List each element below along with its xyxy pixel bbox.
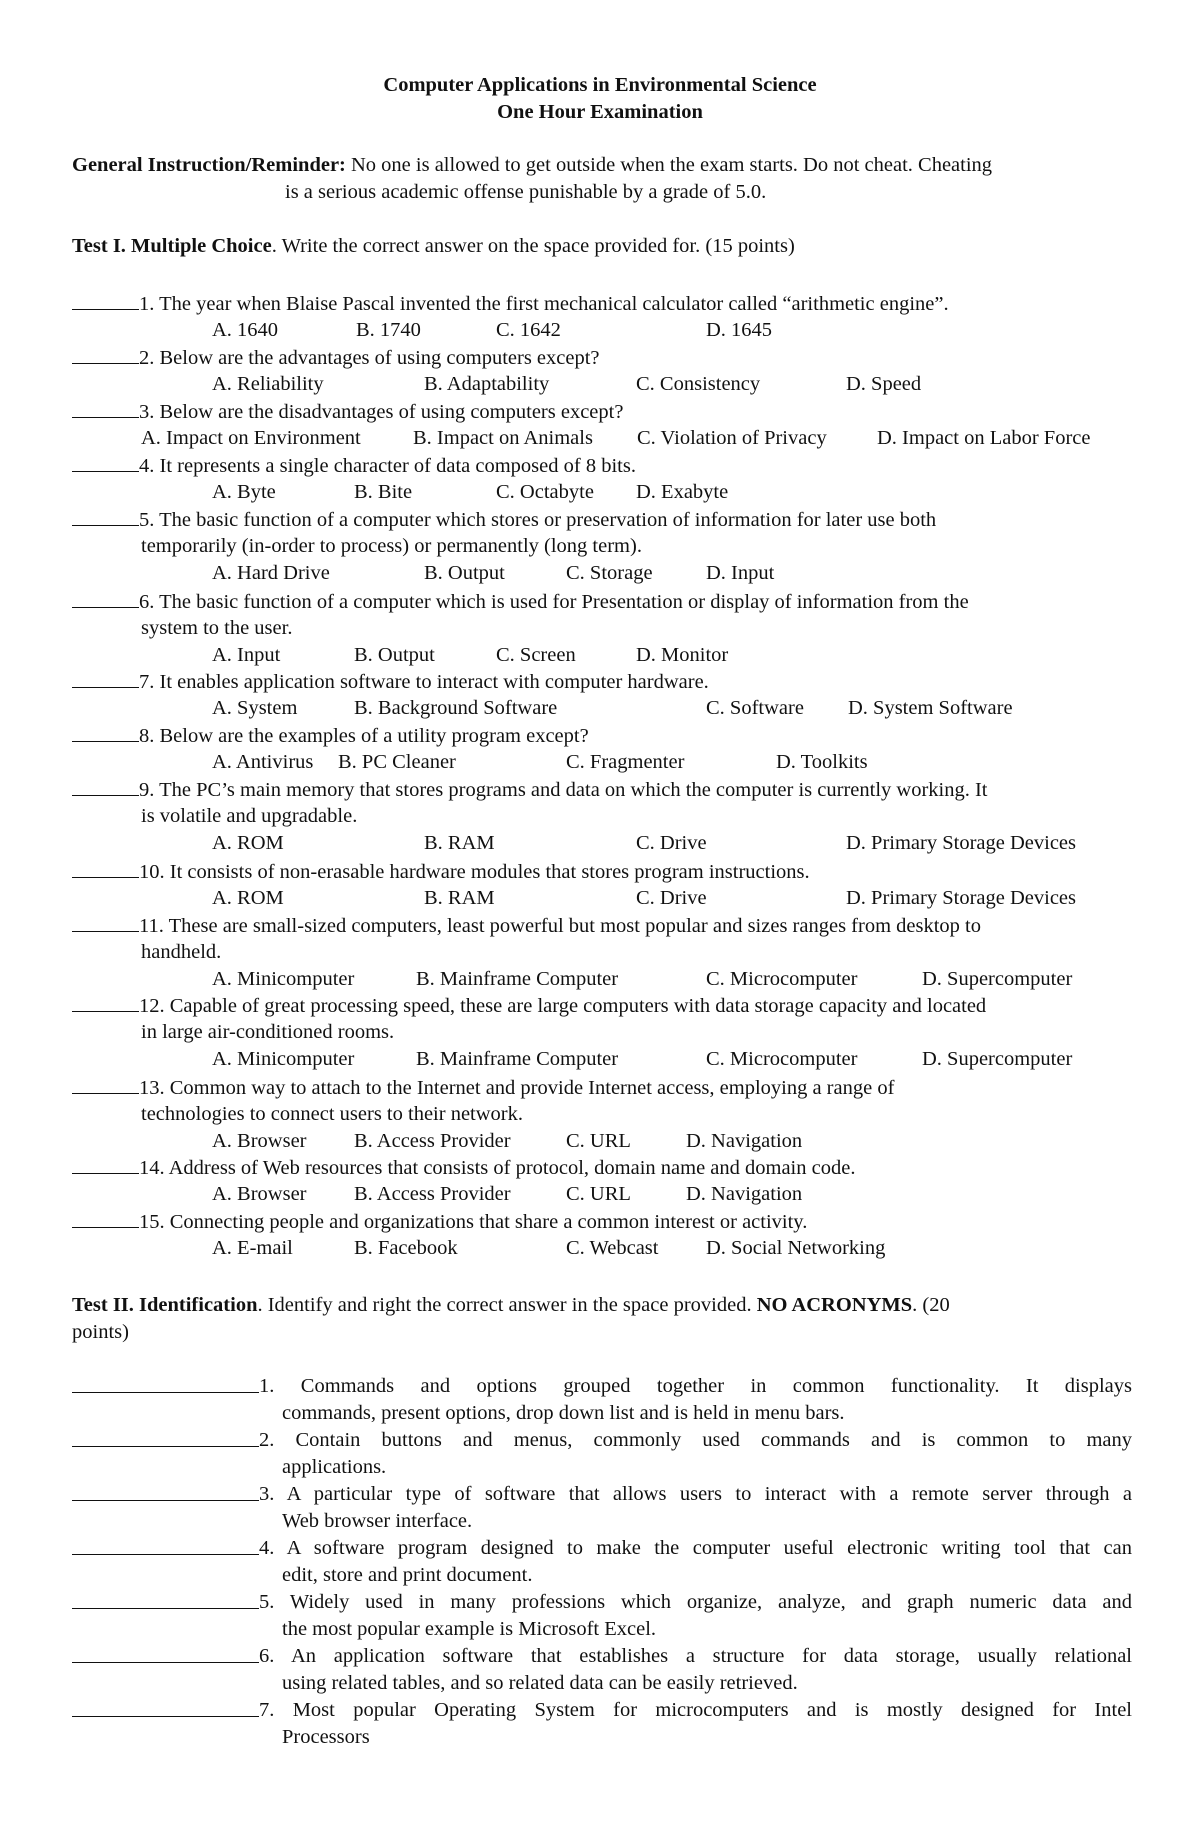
choice-b: B. Adaptability	[424, 373, 550, 395]
question-text: 9. The PC’s main memory that stores programs and data on which the computer is currently working. It	[139, 779, 988, 801]
choice-c: C. Violation of Privacy	[637, 427, 827, 449]
answer-blank[interactable]	[72, 668, 139, 688]
test1-title: Test I. Multiple Choice	[72, 235, 272, 257]
test2-title: Test II. Identification	[72, 1294, 258, 1316]
identification-text-cont: using related tables, and so related data can be easily retrieved.	[282, 1672, 798, 1694]
choice-d: D. Primary Storage Devices	[846, 832, 1076, 854]
question-1	[72, 290, 1132, 318]
answer-blank[interactable]	[72, 722, 139, 742]
answer-blank[interactable]	[72, 398, 139, 418]
choice-row	[0, 317, 1200, 344]
choice-a: A. Hard Drive	[212, 562, 330, 584]
question-text: 5. The basic function of a computer which stores or preservation of information for later use both	[139, 509, 937, 531]
answer-blank[interactable]	[72, 1535, 259, 1555]
question-text: 8. Below are the examples of a utility program except?	[139, 725, 589, 747]
choice-a: A. Impact on Environment	[141, 427, 361, 449]
choice-b: B. RAM	[424, 832, 495, 854]
answer-blank[interactable]	[72, 1589, 259, 1609]
test2-instruction: . Identify and right the correct answer in the space provided.	[257, 1294, 757, 1316]
question-text: 11. These are small-sized computers, least powerful but most popular and sizes ranges from desktop to	[139, 915, 981, 937]
question-5	[72, 506, 1132, 534]
answer-blank[interactable]	[72, 344, 139, 364]
choice-row	[0, 1128, 1200, 1155]
choice-c: C. URL	[566, 1130, 631, 1152]
choice-b: B. Facebook	[354, 1237, 458, 1259]
choice-b: B. PC Cleaner	[338, 751, 456, 773]
choice-c: C. URL	[566, 1183, 631, 1205]
choice-b: B. RAM	[424, 887, 495, 909]
question-text: 4. It represents a single character of data composed of 8 bits.	[139, 455, 636, 477]
choice-a: A. 1640	[212, 319, 279, 341]
identification-item-2	[72, 1427, 1132, 1481]
choice-row	[0, 560, 1200, 587]
choice-b: B. Mainframe Computer	[416, 968, 619, 990]
question-text-cont: handheld.	[141, 941, 222, 963]
instruction-line2: is a serious academic offense punishable by a grade of 5.0.	[285, 181, 767, 203]
choice-d: D. Primary Storage Devices	[846, 887, 1076, 909]
choice-row	[0, 966, 1200, 993]
exam-title: Computer Applications in Environmental Science	[383, 74, 817, 96]
identification-item-7	[72, 1697, 1132, 1751]
question-text-cont: temporarily (in-order to process) or permanently (long term).	[141, 535, 642, 557]
question-13	[72, 1074, 1132, 1102]
choice-a: A. Minicomputer	[212, 968, 355, 990]
identification-item-4	[72, 1535, 1132, 1589]
choice-a: A. Antivirus	[212, 751, 314, 773]
choice-b: B. Impact on Animals	[413, 427, 593, 449]
choice-row	[0, 642, 1200, 669]
choice-b: B. Background Software	[354, 697, 558, 719]
question-6	[72, 588, 1132, 616]
identification-text: 5. Widely used in many professions which organize, analyze, and graph numeric data and	[259, 1591, 1132, 1613]
choice-row	[0, 1235, 1200, 1262]
question-11	[72, 912, 1132, 940]
answer-blank[interactable]	[72, 1373, 259, 1393]
choice-d: D. Navigation	[686, 1183, 803, 1205]
choice-row	[0, 479, 1200, 506]
choice-d: D. 1645	[706, 319, 773, 341]
choice-row	[0, 695, 1200, 722]
choice-c: C. Microcomputer	[706, 1048, 858, 1070]
test1-instruction: . Write the correct answer on the space provided for. (15 points)	[271, 235, 795, 257]
choice-a: A. ROM	[212, 832, 284, 854]
question-7	[72, 668, 1132, 696]
identification-text: 1. Commands and options grouped together in common functionality. It displays	[259, 1375, 1132, 1397]
question-text: 12. Capable of great processing speed, these are large computers with data storage capacity and located	[139, 995, 987, 1017]
choice-d: D. System Software	[848, 697, 1013, 719]
choice-row	[0, 425, 1200, 452]
choice-a: A. Input	[212, 644, 281, 666]
choice-d: D. Supercomputer	[922, 1048, 1073, 1070]
choice-d: D. Speed	[846, 373, 922, 395]
test2-heading	[72, 1292, 1132, 1346]
answer-blank[interactable]	[72, 1208, 139, 1228]
choice-row	[0, 885, 1200, 912]
question-text-cont: technologies to connect users to their network.	[141, 1103, 523, 1125]
question-text: 14. Address of Web resources that consists of protocol, domain name and domain code.	[139, 1157, 856, 1179]
identification-text: 6. An application software that establishes a structure for data storage, usually relational	[259, 1645, 1132, 1667]
identification-text-cont: commands, present options, drop down list and is held in menu bars.	[282, 1402, 845, 1424]
question-4	[72, 452, 1132, 480]
answer-blank[interactable]	[72, 912, 139, 932]
identification-text-cont: edit, store and print document.	[282, 1564, 533, 1586]
choice-row	[0, 371, 1200, 398]
choice-d: D. Exabyte	[636, 481, 729, 503]
choice-c: C. Drive	[636, 832, 707, 854]
identification-text: 4. A software program designed to make the computer useful electronic writing tool that can	[259, 1537, 1132, 1559]
choice-b: B. 1740	[356, 319, 421, 341]
choice-c: C. Octabyte	[496, 481, 594, 503]
answer-blank[interactable]	[72, 1427, 259, 1447]
choice-a: A. Browser	[212, 1183, 307, 1205]
choice-c: C. Fragmenter	[566, 751, 685, 773]
choice-d: D. Social Networking	[706, 1237, 886, 1259]
instruction-line1: No one is allowed to get outside when the exam starts. Do not cheat. Cheating	[345, 154, 993, 176]
choice-d: D. Supercomputer	[922, 968, 1073, 990]
answer-blank[interactable]	[72, 1697, 259, 1717]
choice-d: D. Impact on Labor Force	[877, 427, 1091, 449]
choice-row	[0, 1181, 1200, 1208]
answer-blank[interactable]	[72, 452, 139, 472]
test1-heading	[72, 233, 1132, 260]
test2-points: . (20	[912, 1294, 950, 1316]
identification-item-5	[72, 1589, 1132, 1643]
choice-d: D. Toolkits	[776, 751, 868, 773]
choice-a: A. Minicomputer	[212, 1048, 355, 1070]
identification-text: 7. Most popular Operating System for microcomputers and is mostly designed for Intel	[259, 1699, 1132, 1721]
choice-a: A. Byte	[212, 481, 276, 503]
choice-b: B. Output	[424, 562, 505, 584]
choice-a: A. Browser	[212, 1130, 307, 1152]
answer-blank[interactable]	[72, 992, 139, 1012]
question-14	[72, 1154, 1132, 1182]
question-text: 7. It enables application software to interact with computer hardware.	[139, 671, 709, 693]
answer-blank[interactable]	[72, 506, 139, 526]
choice-c: C. Storage	[566, 562, 653, 584]
choice-c: C. Consistency	[636, 373, 761, 395]
identification-item-1	[72, 1373, 1132, 1427]
choice-b: B. Bite	[354, 481, 413, 503]
choice-d: D. Navigation	[686, 1130, 803, 1152]
answer-blank[interactable]	[72, 1481, 259, 1501]
choice-d: D. Monitor	[636, 644, 729, 666]
question-text-cont: is volatile and upgradable.	[141, 805, 358, 827]
answer-blank[interactable]	[72, 290, 139, 310]
question-text: 13. Common way to attach to the Internet and provide Internet access, employing a range of	[139, 1077, 895, 1099]
no-acronyms-note: NO ACRONYMS	[756, 1294, 913, 1316]
choice-c: C. 1642	[496, 319, 561, 341]
question-8	[72, 722, 1132, 750]
choice-b: B. Mainframe Computer	[416, 1048, 619, 1070]
test2-points-cont: points)	[72, 1321, 129, 1343]
choice-c: C. Microcomputer	[706, 968, 858, 990]
choice-row	[0, 749, 1200, 776]
choice-d: D. Input	[706, 562, 775, 584]
question-text-cont: in large air-conditioned rooms.	[141, 1021, 395, 1043]
question-text: 15. Connecting people and organizations that share a common interest or activity.	[139, 1211, 808, 1233]
identification-text-cont: the most popular example is Microsoft Excel.	[282, 1618, 657, 1640]
answer-blank[interactable]	[72, 588, 139, 608]
question-9	[72, 776, 1132, 804]
choice-c: C. Software	[706, 697, 804, 719]
answer-blank[interactable]	[72, 776, 139, 796]
general-instruction	[72, 152, 1132, 206]
question-2	[72, 344, 1132, 372]
identification-item-3	[72, 1481, 1132, 1535]
question-text: 3. Below are the disadvantages of using computers except?	[139, 401, 624, 423]
choice-b: B. Access Provider	[354, 1130, 511, 1152]
identification-text-cont: applications.	[282, 1456, 387, 1478]
question-15	[72, 1208, 1132, 1236]
choice-b: B. Access Provider	[354, 1183, 511, 1205]
question-12	[72, 992, 1132, 1020]
answer-blank[interactable]	[72, 1074, 139, 1094]
choice-c: C. Webcast	[566, 1237, 659, 1259]
answer-blank[interactable]	[72, 858, 139, 878]
question-3	[72, 398, 1132, 426]
question-text: 2. Below are the advantages of using computers except?	[139, 347, 600, 369]
question-text: 6. The basic function of a computer which is used for Presentation or display of information from the	[139, 591, 969, 613]
choice-a: A. ROM	[212, 887, 284, 909]
exam-subtitle: One Hour Examination	[497, 101, 703, 123]
choice-a: A. Reliability	[212, 373, 324, 395]
answer-blank[interactable]	[72, 1643, 259, 1663]
question-text: 1. The year when Blaise Pascal invented the first mechanical calculator called “arithmetic engine”.	[139, 293, 949, 315]
question-text-cont: system to the user.	[141, 617, 293, 639]
identification-item-6	[72, 1643, 1132, 1697]
choice-row	[0, 1046, 1200, 1073]
identification-text-cont: Processors	[282, 1726, 370, 1748]
question-10	[72, 858, 1132, 886]
identification-text-cont: Web browser interface.	[282, 1510, 473, 1532]
identification-text: 3. A particular type of software that allows users to interact with a remote server through a	[259, 1483, 1132, 1505]
answer-blank[interactable]	[72, 1154, 139, 1174]
choice-c: C. Drive	[636, 887, 707, 909]
choice-a: A. System	[212, 697, 298, 719]
choice-c: C. Screen	[496, 644, 576, 666]
choice-a: A. E-mail	[212, 1237, 293, 1259]
choice-b: B. Output	[354, 644, 435, 666]
identification-text: 2. Contain buttons and menus, commonly used commands and is common to many	[259, 1429, 1132, 1451]
choice-row	[0, 830, 1200, 857]
instruction-label: General Instruction/Reminder:	[72, 154, 346, 176]
question-text: 10. It consists of non-erasable hardware modules that stores program instructions.	[139, 861, 810, 883]
